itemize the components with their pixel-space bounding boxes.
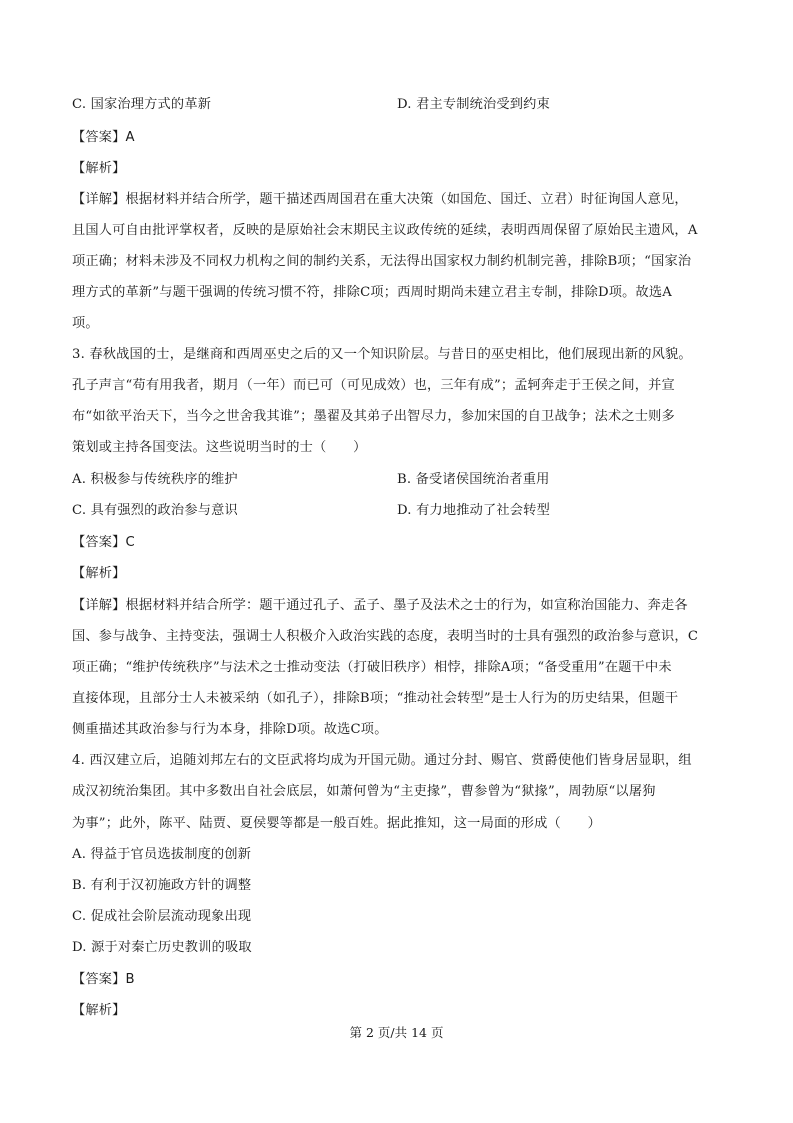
q2-answer: 【答案】A <box>72 130 135 145</box>
q3-stem-line: 策划或主持各国变法。这些说明当时的士（ ） <box>72 440 367 455</box>
q3-option-a: A. 积极参与传统秩序的维护 <box>72 472 238 487</box>
q3-stem-line: 3. 春秋战国的士，是继商和西周巫史之后的又一个知识阶层。与昔日的巫史相比，他们展现出新的风貌。 <box>72 347 692 362</box>
q4-option-c: C. 促成社会阶层流动现象出现 <box>72 909 252 924</box>
q4-stem-line: 4. 西汉建立后，追随刘邦左右的文臣武将均成为开国元勋。通过分封、赐官、赏爵使他们皆身居显职，组 <box>72 753 692 768</box>
q4-option-b: B. 有利于汉初施政方针的调整 <box>72 878 252 893</box>
q3-answer: 【答案】C <box>72 535 135 550</box>
q2-option-d: D. 君主专制统治受到约束 <box>397 97 550 112</box>
q4-option-d: D. 源于对秦亡历史教训的吸取 <box>72 940 252 955</box>
q2-option-c: C. 国家治理方式的革新 <box>72 97 212 112</box>
q2-detail-line: 【详解】根据材料并结合所学，题干描述西周国君在重大决策（如国危、国迁、立君）时征询国人意见， <box>72 192 688 207</box>
q3-detail-line: 侧重描述其政治参与行为本身，排除D项。故选C项。 <box>72 722 388 737</box>
q4-option-a: A. 得益于官员选拔制度的创新 <box>72 847 252 862</box>
q3-detail-line: 项正确；“维护传统秩序”与法术之士推动变法（打破旧秩序）相悖，排除A项；“备受重用”在题干中未 <box>72 660 672 675</box>
q4-stem-line: 成汉初统治集团。其中多数出自社会底层，如萧何曾为“主吏掾”，曹参曾为“狱掾”，周勃原“以屠狗 <box>72 784 656 799</box>
page-footer: 第 2 页/共 14 页 <box>349 1025 444 1040</box>
q3-detail-line: 直接体现，且部分士人未被采纳（如孔子），排除B项；“推动社会转型”是士人行为的历史结果，但题干 <box>72 691 679 706</box>
q3-option-d: D. 有力地推动了社会转型 <box>397 503 550 518</box>
q4-analysis-label: 【解析】 <box>72 1003 126 1018</box>
q2-detail-line: 且国人可自由批评掌权者，反映的是原始社会末期民主议政传统的延续，表明西周保留了原始民主遗风，A <box>72 223 698 238</box>
q2-detail-line: 项。 <box>72 316 99 331</box>
q2-detail-line: 理方式的革新”与题干强调的传统习惯不符，排除C项；西周时期尚未建立君主专制，排除D项。故选A <box>72 285 672 300</box>
q3-option-c: C. 具有强烈的政治参与意识 <box>72 503 238 518</box>
q3-stem-line: 孔子声言“苟有用我者，期月（一年）而已可（可见成效）也，三年有成”；孟轲奔走于王侯之间，并宣 <box>72 378 675 393</box>
q3-detail-line: 国、参与战争、主持变法，强调士人积极介入政治实践的态度，表明当时的士具有强烈的政治参与意识，C <box>72 629 699 644</box>
q2-detail-line: 项正确；材料未涉及不同权力机构之间的制约关系，无法得出国家权力制约机制完善，排除B项；“国家治 <box>72 254 692 269</box>
q3-detail-line: 【详解】根据材料并结合所学：题干通过孔子、孟子、墨子及法术之士的行为，如宣称治国能力、奔走各 <box>72 598 688 613</box>
q3-stem-line: 布“如欲平治天下，当今之世舍我其谁”；墨翟及其弟子出智尽力，参加宋国的自卫战争；法术之士则多 <box>72 409 675 424</box>
q4-answer: 【答案】B <box>72 972 135 987</box>
q3-option-b: B. 备受诸侯国统治者重用 <box>397 472 550 487</box>
q2-analysis-label: 【解析】 <box>72 161 126 176</box>
q3-analysis-label: 【解析】 <box>72 566 126 581</box>
q4-stem-line: 为事”；此外，陈平、陆贾、夏侯婴等都是一般百姓。据此推知，这一局面的形成（ ） <box>72 816 602 831</box>
